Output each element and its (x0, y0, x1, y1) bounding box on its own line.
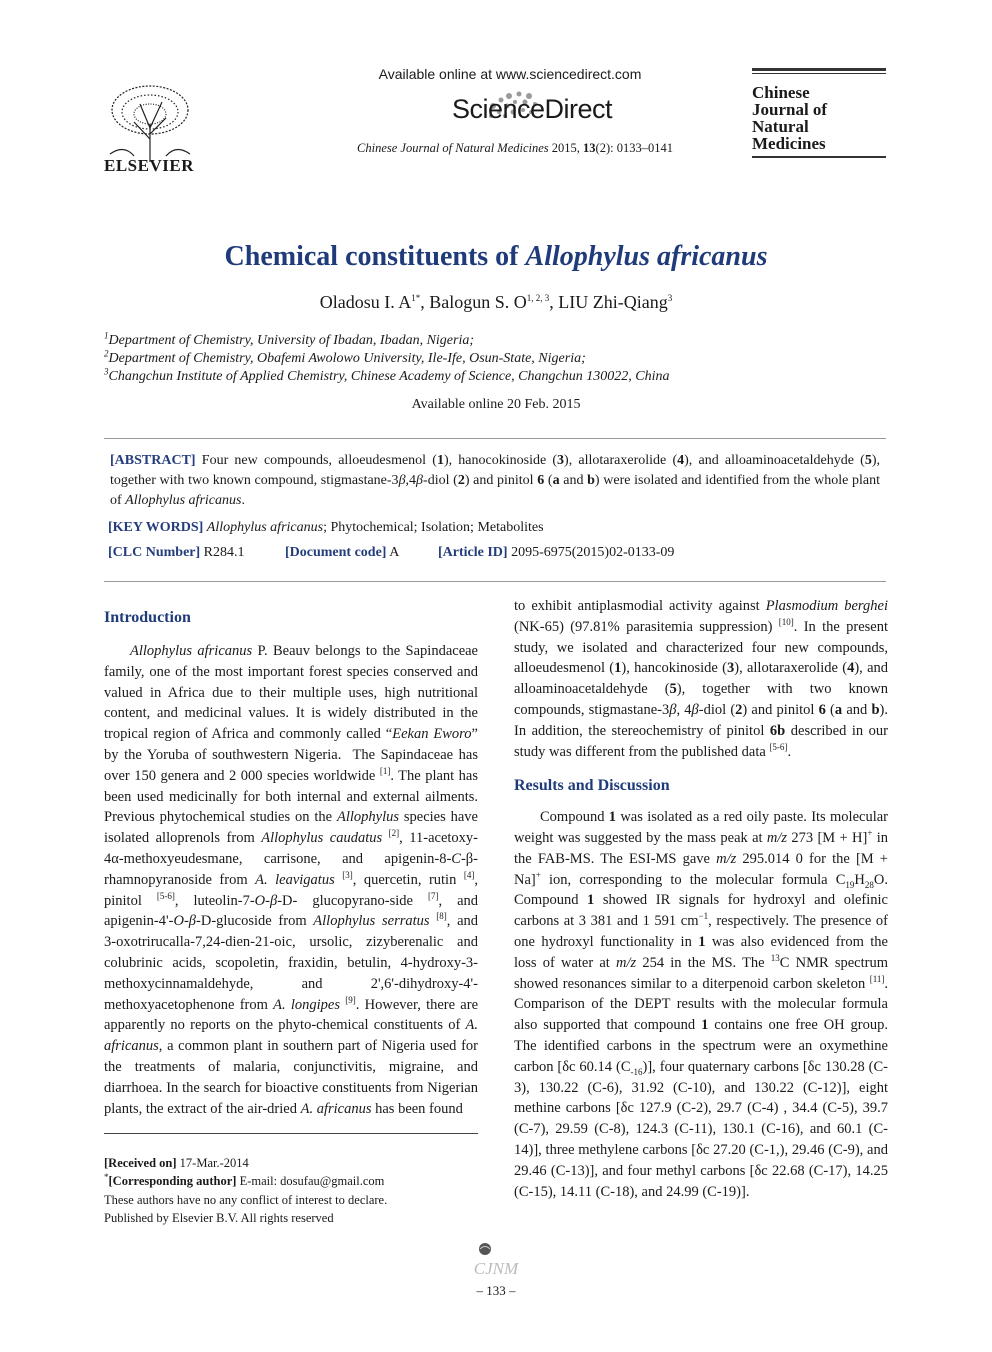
abstract: [ABSTRACT] Four new compounds, alloeudesmenol (1), hanocokinoside (3), allotaraxerolide (4), and alloaminoacetaldehyde (5), together with two known compound, stigmastane-3β,4β-diol (2) and pinitol 6 (a and b) were isolated and identified from the whole plant of Allophylus africanus. (110, 453, 881, 508)
abstract-top-rule (104, 438, 886, 439)
journal-citation: Chinese Journal of Natural Medicines 2015, 13(2): 0133–0141 (357, 141, 673, 155)
journal-line-1: Chinese (752, 83, 810, 102)
received-date: [Received on] 17-Mar.-2014 (104, 1156, 249, 1170)
article-id: [Article ID] 2095-6975(2015)02-0133-09 (438, 545, 675, 560)
affiliation-2: $^2$Department of Chemistry, Obafemi Awolowo University, Ile-Ife, Osun-State, Nigeria; (104, 348, 586, 366)
results-heading: Results and Discussion (514, 777, 670, 795)
keywords: [KEY WORDS] Allophylus africanus; Phytochemical; Isolation; Metabolites (108, 520, 544, 535)
introduction-heading: Introduction (104, 609, 191, 626)
journal-block-rule (752, 156, 886, 158)
page-number: – 133 – (476, 1283, 516, 1298)
author-list: Oladosu I. $A^{1*}$, Balogun S. O$^{1, 2, 3}$, LIU Zhi-Qiang$^3$ (319, 292, 673, 312)
journal-line-3: Natural (752, 117, 809, 136)
abstract-bottom-rule (104, 581, 886, 582)
journal-line-4: Medicines (752, 134, 826, 153)
introduction-body: Allophylus africanus P. Beauv belongs to the Sapindaceae family, one of the most important forest species conserved and valued in Africa due to their multiple uses, high nutritional content, and medicinal values. It is widely distributed in the tropical region of Africa and commonly called “Eekan Eworo” by the Yoruba of southwestern Nigeria. The Sapindaceae has over 150 genera and 2 000 species worldwide [1]. The plant has been used medicinally for both internal and external ailments. Previous phytochemical studies on the Allophylus species have isolated alloprenols from Allophylus caudatus [2], 11-acetoxy-4α-methoxyeudesmane, carrisone, and apigenin-8-C-β-rhamnopyranoside from A. leavigatus [3], quercetin, rutin [4], pinitol [5-6], luteolin-7-O-β-D- glucopyrano-side [7], and apigenin-4'-O-β-D-glucoside from Allophylus serratus [8], and 3-oxotrirucalla-7,24-dien-21-oic, ursolic, zizyberenalic and colubrinic acids, scopoletin, fraxidin, betulin, 4-hydroxy-3-methoxycinnamaldehyde, and 2',6'-dihydroxy-4'-methoxyacetophenone from A. longipes [9]. However, there are apparently no reports on the phyto-chemical constituents of A. africanus, a common plant in southern part of Nigeria used for the treatments of malaria, conjunctivitis, migraine, and diarrhoea. In the search for bioactive constituents from Nigerian plants, the extract of the air-dried A. africanus has been found (104, 643, 479, 1117)
available-online-date: Available online 20 Feb. 2015 (411, 397, 581, 412)
clc-number: [CLC Number] R284.1 (108, 545, 245, 560)
available-online-text[interactable]: Available online at www.sciencedirect.com (378, 66, 642, 82)
paper-title: Chemical constituents of Allophylus africanus (224, 241, 768, 272)
corresponding-author: *[Corresponding author] E-mail: dosufau@gmail.com (104, 1171, 385, 1188)
journal-line-2: Journal of (752, 100, 828, 119)
affiliation-3: $^3$Changchun Institute of Applied Chemistry, Chinese Academy of Science, Changchun 130022, China (104, 366, 670, 384)
journal-title-block (752, 68, 886, 152)
footnote-rule (104, 1133, 478, 1134)
cjnm-footer-logo (456, 1240, 536, 1280)
document-code: [Document code] A (285, 545, 400, 560)
published-by: Published by Elsevier B.V. All rights reserved (104, 1211, 334, 1225)
cjnm-logo-text: CJNM (473, 1259, 519, 1278)
sciencedirect-wordmark[interactable]: ScienceDirect (452, 94, 613, 124)
right-column-body: to exhibit antiplasmodial activity against Plasmodium berghei (NK-65) (97.81% parasitemia suppression) [10]. In the present study, we isolated and characterized four new compounds, alloeudesmenol (1), hancokinoside (3), allotaraxerolide (4), and alloaminoacetaldehyde (5), together with two known compounds, stigmastane-3β, 4β-diol (2) and pinitol 6 (a and b). In addition, the stereochemistry of pinitol 6b described in our study was different from the published data [5-6]. Results and Discussion Compound 1 was isolated as a red oily paste. Its molecular weight was suggested by the mass peak at m/z 273 [M + H]+ in the FAB-MS. The ESI-MS gave m/z 295.014 0 for the [M + Na]+ ion, corresponding to the molecular formula $C_{19}H_{28}O$. Compound 1 showed IR signals for hydroxyl and olefinic carbons at 3 381 and 1 591 $cm^{-1}$, respectively. The presence of one hydroxyl functionality in 1 was also evidenced from the loss of water at m/z 254 in the MS. The $^{13}$C NMR spectrum showed resonances similar to a diterpenoid carbon skeleton [11]. Comparison of the DEPT results with the molecular formula also supported that compound 1 contains one free OH group. The identified carbons in the spectrum were an oxymethine carbon [δc 60.14 $(C_{-16})$], four quaternary carbons [δc 130.28 (C-3), 130.22 (C-6), 31.92 (C-10), and 130.22 (C-12)], eight methine carbons [δc 127.9 (C-2), 29.7 (C-4) , 34.4 (C-5), 39.7 (C-7), 29.59 (C-8), 124.3 (C-11), 130.1 (C-16), and 60.1 (C-14)], three methylene carbons [δc 27.20 (C-1,), 29.46 (C-9), and 29.46 (C-13)], and four methyl carbons [δc 22.68 (C-17), 14.25 (C-15), 14.11 (C-18), and 24.99 (C-19)]. (514, 598, 889, 1200)
conflict-statement: These authors have no any conflict of interest to declare. (104, 1193, 388, 1207)
affiliation-1: $^1$Department of Chemistry, University of Ibadan, Ibadan, Nigeria; (104, 330, 475, 348)
publisher-name: ELSEVIER (104, 156, 194, 175)
